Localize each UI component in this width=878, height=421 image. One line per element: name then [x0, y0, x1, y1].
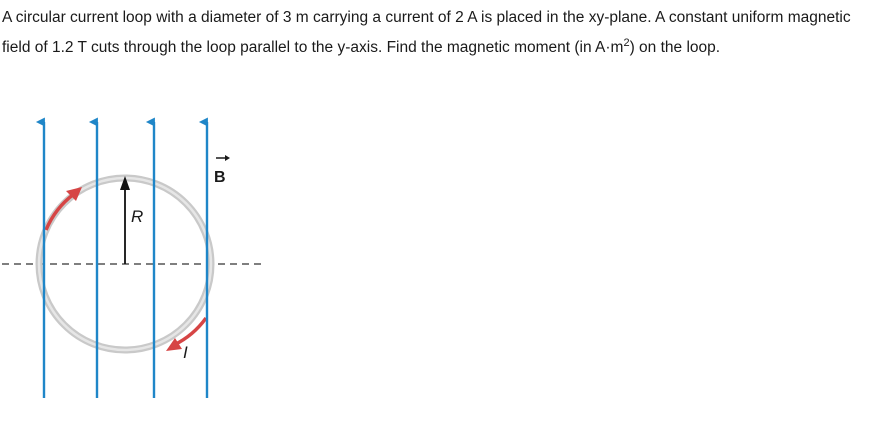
question-text	[2, 3, 872, 63]
question-text-end: ) on the loop.	[629, 39, 721, 56]
radius-label: R	[131, 207, 144, 226]
question-superscript: 2	[623, 36, 630, 49]
field-vector-arrow-icon	[216, 155, 230, 161]
current-label: I	[183, 343, 188, 362]
current-loop-diagram	[0, 100, 270, 400]
magnetic-field-label: B	[214, 169, 226, 186]
question-text-main: A circular current loop with a diameter of 3 m carrying a current of 2 A is placed in the xy-plane. A constant uniform magnetic field of 1.2 T cuts through the loop parallel to the y-axis. Find the magnetic moment (in A·m	[2, 9, 851, 56]
